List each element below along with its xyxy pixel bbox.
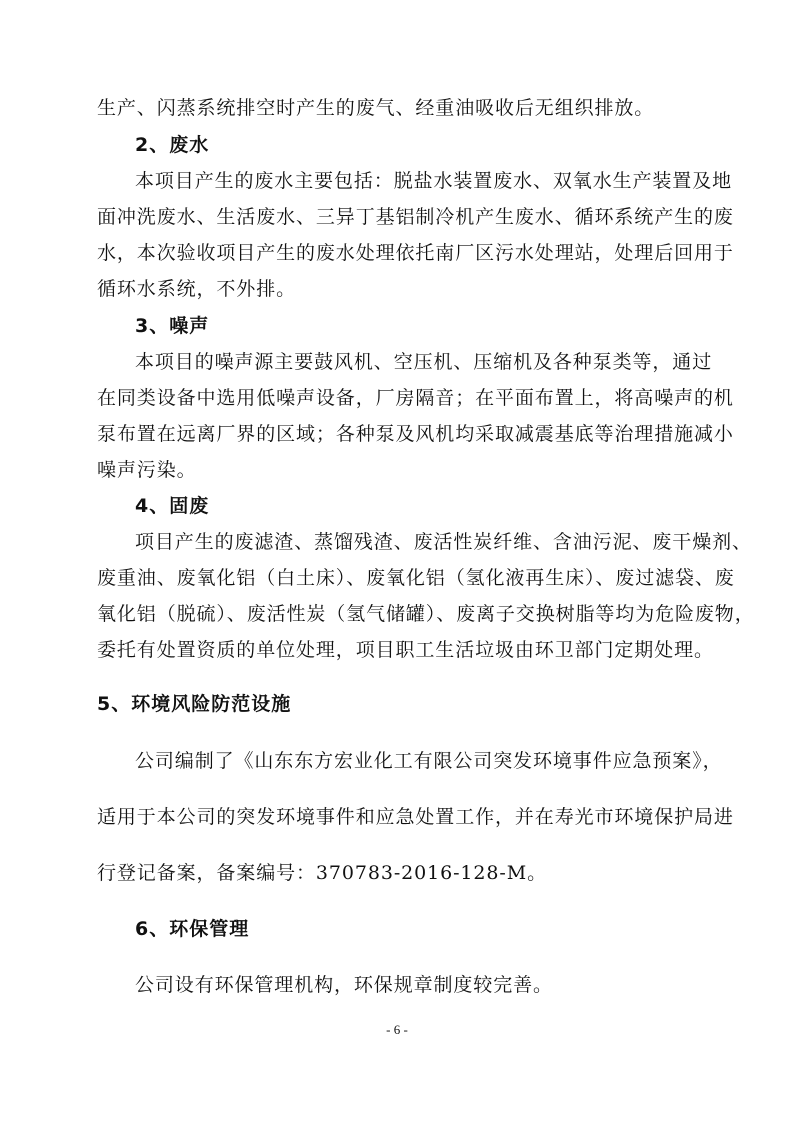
paragraph-line: 项目产生的废滤渣、蒸馏残渣、废活性炭纤维、含油污泥、废干燥剂、	[135, 531, 752, 553]
paragraph-line: 噪声污染。	[97, 459, 197, 481]
paragraph-line: 水，本次验收项目产生的废水处理依托南厂区污水处理站，处理后回用于	[97, 242, 734, 264]
paragraph-line: 本项目产生的废水主要包括：脱盐水装置废水、双氧水生产装置及地	[135, 170, 733, 192]
paragraph-line: 本项目的噪声源主要鼓风机、空压机、压缩机及各种泵类等，通过	[135, 351, 713, 373]
paragraph-line: 氧化铝（脱硫）、废活性炭（氢气储罐）、废离子交换树脂等均为危险废物，	[97, 603, 755, 625]
paragraph-line: 面冲洗废水、生活废水、三异丁基铝制冷机产生废水、循环系统产生的废	[97, 206, 734, 228]
paragraph-line: 废重油、废氧化铝（白土床）、废氧化铝（氢化液再生床）、废过滤袋、废	[97, 567, 735, 589]
section-heading-risk-prevention: 5、环境风险防范设施	[97, 693, 292, 715]
paragraph-line: 生产、闪蒸系统排空时产生的废气、经重油吸收后无组织排放。	[97, 97, 655, 119]
paragraph-line: 循环水系统，不外排。	[97, 278, 297, 300]
section-heading-wastewater: 2、废水	[135, 134, 210, 156]
paragraph-line: 适用于本公司的突发环境事件和应急处置工作，并在寿光市环境保护局进	[97, 806, 734, 828]
paragraph-line: 委托有处置资质的单位处理，项目职工生活垃圾由环卫部门定期处理。	[97, 639, 714, 661]
section-heading-env-management: 6、环保管理	[135, 918, 250, 940]
paragraph-line: 公司编制了《山东东方宏业化工有限公司突发环境事件应急预案》，	[135, 750, 723, 772]
page-number: - 6 -	[386, 1022, 408, 1037]
section-heading-solid-waste: 4、固废	[135, 495, 210, 517]
section-heading-noise: 3、噪声	[135, 315, 210, 337]
paragraph-line: 公司设有环保管理机构，环保规章制度较完善。	[135, 974, 553, 996]
paragraph-line: 泵布置在远离厂界的区域；各种泵及风机均采取减震基底等治理措施减小	[97, 423, 734, 445]
paragraph-line: 行登记备案，备案编号：370783-2016-128-M。	[97, 862, 547, 884]
paragraph-line: 在同类设备中选用低噪声设备，厂房隔音；在平面布置上，将高噪声的机	[97, 387, 734, 409]
